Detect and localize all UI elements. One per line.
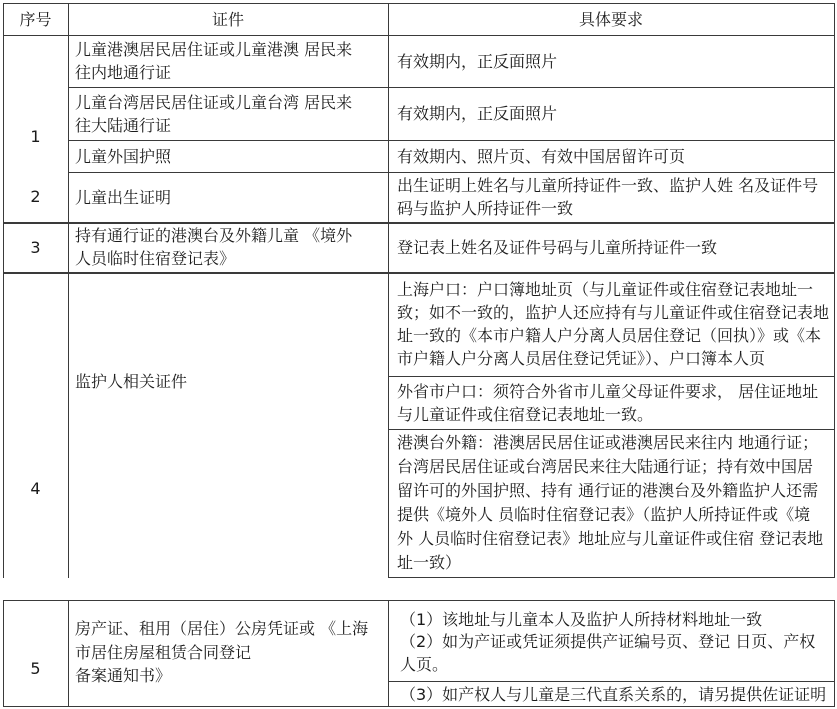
column-rule [68, 600, 69, 707]
row-rule [388, 577, 835, 578]
property-requirement-item: （1）该地址与儿童本人及监护人所持材料地址一致 [400, 610, 763, 629]
document-cell: 房产证、租用（居住）公房凭证或 《上海 市居住房屋租赁合同登记 备案通知书》 [75, 619, 369, 686]
column-rule [3, 600, 4, 707]
property-requirement-item: （2）如为产证或凭证须提供产证编号页、登记 日页、产权 人页。 [400, 632, 816, 674]
requirement-cell: 有效期内，正反面照片 [397, 104, 558, 123]
column-rule [834, 600, 835, 707]
column-rule [388, 3, 389, 578]
column-rule [68, 3, 69, 578]
document-cell: 儿童出生证明 [75, 187, 172, 207]
header-requirements: 具体要求 [578, 9, 643, 29]
requirement-cell: 登记表上姓名及证件号码与儿童所持证件一致 [397, 237, 718, 257]
serial-number-cell: 1 [30, 127, 41, 146]
document-cell: 监护人相关证件 [75, 372, 188, 391]
document-cell: 儿童港澳居民居住证或儿童港澳 居民来 往内地通行证 [75, 40, 353, 82]
guardian-requirement-shanghai: 上海户口：户口簿地址页（与儿童证件或住宿登记表地址一 致；如不一致的，监护人还应持有与儿童证件或住宿登记表地 址一致的《本市户籍人户分离人员居住登记（回执）》或《本 市户籍人户分离人员居住登记凭证》）、户口簿本人页 [397, 280, 830, 368]
document-cell: 儿童外国护照 [75, 146, 172, 166]
serial-number-cell: 2 [30, 187, 41, 206]
column-rule [834, 3, 835, 578]
property-requirement-item: （3）如产权人与儿童是三代直系关系的，请另提供佐证证明 [400, 684, 827, 704]
document-cell: 儿童台湾居民居住证或儿童台湾 居民来 往大陆通行证 [75, 92, 353, 135]
table-top-rule [3, 600, 835, 601]
table-bottom-rule [3, 706, 835, 707]
serial-number-cell: 5 [30, 659, 41, 678]
document-cell: 持有通行证的港澳台及外籍儿童 《境外 人员临时住宿登记表》 [75, 226, 353, 268]
header-document: 证件 [211, 9, 244, 29]
header-serial-number: 序号 [19, 9, 52, 29]
serial-number-cell: 4 [30, 479, 41, 498]
requirement-cell: 出生证明上姓名与儿童所持证件一致、监护人姓 名及证件号 码与监护人所持证件一致 [397, 176, 819, 218]
serial-number-cell: 3 [30, 238, 41, 257]
requirement-cell: 有效期内、照片页、有效中国居留许可页 [397, 146, 686, 166]
column-rule [388, 600, 389, 707]
guardian-requirement-other-province: 外省市户口：须符合外省市儿童父母证件要求， 居住证地址 与儿童证件或住宿登记表地址一致。 [397, 381, 819, 424]
guardian-requirement-foreign: 港澳台外籍：港澳居民居住证或港澳居民来往内 地通行证； 台湾居民居住证或台湾居民来往大陆通行证；持有效中国居 留许可的外国护照、持有 通行证的港澳台及外籍监护人还需 提供《境外人 员临时住宿登记表》（监护人所持证件或《境 外 人员临时住宿登记表》地址应与儿童证件或住宿 登记表地 址一致） [397, 433, 824, 572]
requirement-cell: 有效期内，正反面照片 [397, 51, 558, 71]
